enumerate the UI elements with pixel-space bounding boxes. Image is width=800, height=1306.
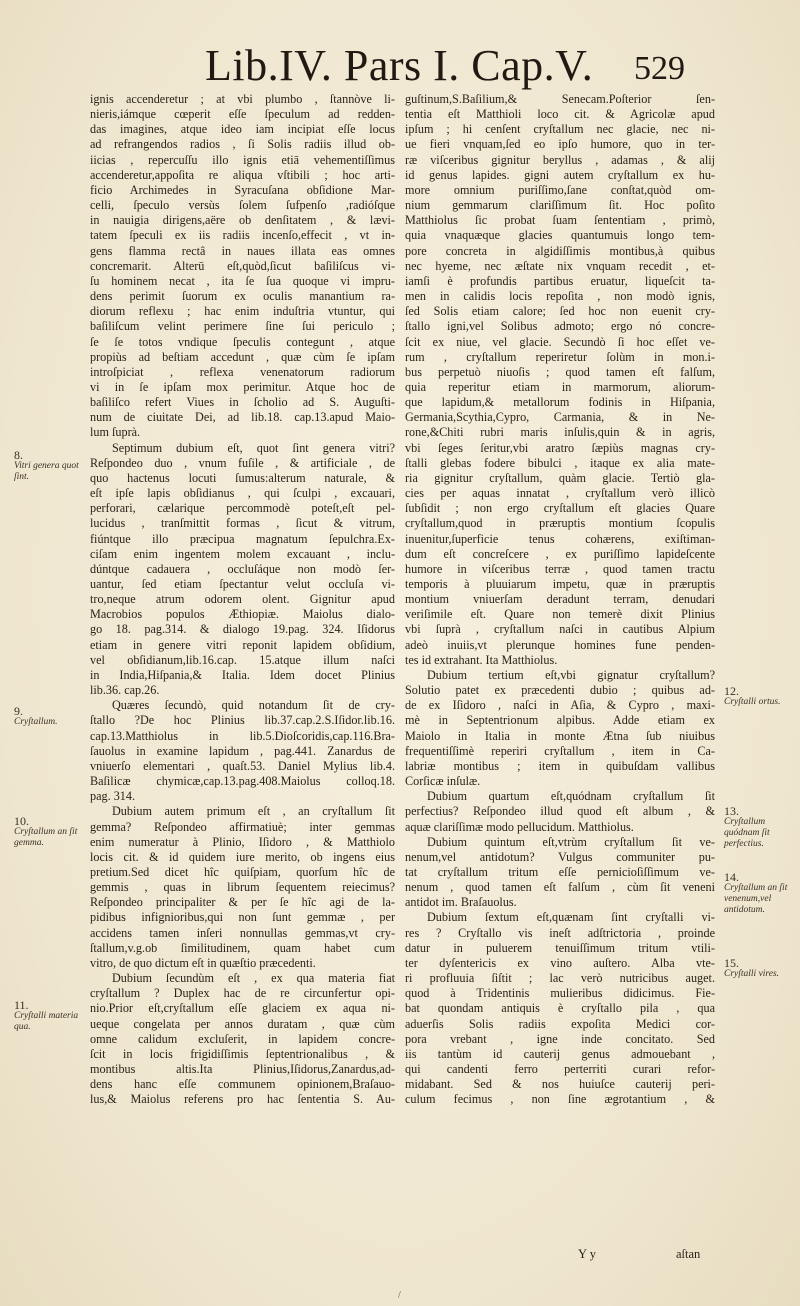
text-line: res ? Cryſtallo vis ineſt adſtrictoria , proinde [405,925,715,940]
margin-note-15 [724,958,790,980]
text-line: Dubium autem primum eſt , an cryſtallum ſit [112,804,395,819]
text-line: baſiliſcum velint perimere ſine ſui periculo ; [90,319,395,334]
text-line: ſed Solis etiam calore; ſed hoc non euenit cry- [405,304,715,319]
text-line: in India,Hiſpania,& Italia. Idem docet Plinius [90,667,395,682]
text-line: ri profluuia ſiſtit ; lac verò nutricibus auget. [405,971,715,986]
text-line: nium gemmarum clariſſimum ſit. Hoc poſito [405,198,715,213]
text-line: vitro, de quo dictum eſt in quæſtio præcedenti. [90,955,316,970]
text-line: Quæres ſecundò, quid notandum ſit de cry- [112,698,395,713]
text-line: ſtalli glebas fodere bibulci , itaque ex alia mate- [405,455,715,470]
text-line: ter dyſentericis ex vino auſtero. Alba vte- [405,955,715,970]
margin-note-11 [14,1000,80,1033]
text-line: Germania,Scythia,Cypro, Carmania, & in Ne- [405,410,715,425]
text-line: ipſum ; hi cenſent cryſtallum nec glacie, nec ni- [405,122,715,137]
text-line: more omnium puriſſimo,ſane conſtat,quòd om- [405,182,715,197]
text-line: Dubium ſextum eſt,quænam ſint cryſtalli vi- [427,910,715,925]
text-line: cap.13.Matthiolus in lib.5.Dioſcoridis,cap.116.Bra- [90,728,395,743]
text-line: veriſimile eſt. Quare non temerè dixit Plinius [405,607,715,622]
text-line: montibus altis.Ita Plinius,Iſidorus,Zanardus,ad- [90,1062,395,1076]
text-line: eſt ipſe lapis obſidianus , qui ſculpi , excauari, [90,486,395,501]
margin-note-14 [724,872,790,916]
page-title: Lib.IV. Pars I. Cap.V. [205,41,594,90]
text-line: montium vniuerſam deradunt terram, denudari [405,592,715,607]
text-line: concremarit. Alterū eſt,quòd,ſicut baſiliſcus vi- [90,258,395,273]
text-line: omne calidum excluſerit, in lapidem concre- [90,1031,395,1046]
text-line: Matthiolus ſic probat ſuam ſententiam , primò, [405,213,715,228]
text-line: ſtallum,v.g.ob ſimilitudinem, quam habet cum [90,940,395,955]
text-line: etiam in genere vitri reponit lapidem obſidium, [90,637,395,652]
text-line: Macrobios populos Æthiopiæ. Maiolus dialo- [90,607,395,622]
text-line: labriæ montibus ; item in quibuſdam vallibus [405,758,715,773]
margin-note-text: Cryſtalli vires. [724,969,780,979]
text-line: tat cryſtallum tritum eſſe pernicioſiſſimum ve- [405,864,715,879]
text-line: in nauigia dirigens,aëre ob denſitatem , & lævi- [90,213,395,228]
text-line: men in calidis locis repoſita , non modò ignis, [405,289,715,304]
margin-note-text: Cryſtallum quódnam ſit perfectius. [724,817,770,849]
text-line: uantur, ſed etiam ſpectantur velut occluſa vi- [90,577,395,591]
left-text-column [90,92,395,1107]
text-line: aduerſis Solis radiis expoſita Medici cor- [405,1016,715,1031]
text-line: go 18. pag.314. & dialogo 19.pag. 324. Iſidorus [90,622,395,637]
text-line: Maiolo in Italia in monte Ætna ſub niuibus [405,728,715,743]
margin-note-number: 15. [724,956,739,970]
text-line: vel obſidianum,lib.16.cap. 15.atque illum naſci [90,652,395,667]
text-line: enim numeratur à Plinio, Iſidoro , & Matthiolo [90,834,395,849]
margin-note-number: 10. [14,814,29,828]
text-line: que lapidum,& metallorum fodinis in Hiſpania, [405,395,715,410]
margin-note-text: Cryſtalli ortus. [724,697,781,707]
text-line: accenderetur,appoſita re aliqua vſtibili ; hoc arti- [90,167,395,182]
margin-note-number: 12. [724,684,739,698]
text-line: baſiliſco refert Viues in ſcholio ad S. Auguſti- [90,395,395,410]
text-line: ria gignitur cryſtallum, quàm glacie. Tertiò gla- [405,470,715,485]
text-line: cryſtallum,quod in præruptis montium ſcopulis [405,516,715,531]
text-line: quia vnaquæque glacies quantumuis longo tem- [405,228,715,243]
text-line: locis cit. & id quidem iure merito, ob ingens eius [90,849,395,864]
text-line: celli, ſpeculo versùs ſolem ſufpenſo ,radióſque [90,198,395,213]
margin-note-text: Cryſtalli materia qua. [14,1011,79,1032]
text-line: tro,neque atrum odorem olent. Gignitur apud [90,592,395,607]
text-line: dúntque cadauera , occluſáque non modò ſer- [90,561,395,576]
text-line: quia reperitur etiam in marmorum, aliorum- [405,379,715,394]
text-line: iis tantùm id cauterij genus admouebant , [405,1046,715,1061]
text-line: bus perpetuò niuoſis ; quod tamen eſt falſum, [405,364,715,379]
text-line: Reſpondeo duo , vnum fuſile , & artificiale , de [90,455,395,470]
text-line: humore in viſceribus terræ , quod tamen tractu [405,561,715,576]
text-line: gemma? Reſpondeo affirmatiuè; inter gemmas [90,819,395,834]
text-line: perfectius? Reſpondeo illud quod eſt album , & [405,804,715,819]
text-line: adeò inuiis,vt plerunque homines fune penden- [405,637,715,652]
text-line: introſpiciat , reflexa venenatorum radiorum [90,364,395,379]
text-line: Dubium quartum eſt,quódnam cryſtallum ſit [427,789,715,804]
text-line: dens hanc eſſe communem opinionem,Braſauo- [90,1077,395,1092]
text-line: lum ſuprà. [90,425,141,440]
text-line: nio.Prior eſt,cryſtallum eſſe glaciem ex aqua ni- [90,1001,395,1016]
running-header [185,40,685,100]
text-line: pidibus infignioribus,qui non ſunt gemmæ , per [90,910,395,925]
text-line: ciſam enim ingentem molem excauant , inclu- [90,546,395,561]
text-line: quod à Tridentinis mulieribus didicimus. Fie- [405,986,715,1001]
text-line: lus,& Maiolus referens pro hac ſententia S. Au- [90,1092,395,1107]
text-line: gemmis , quas in librum ſequentem reiecimus? [90,880,395,895]
text-line: ſcit in locis frigidiſſimis ſeptentrionalibus , & [90,1046,395,1061]
text-line: pora vrebant , igne inde concitato. Sed [405,1031,715,1046]
text-line: perforari, cælarique percommodè poteſt,eſt pel- [90,501,395,516]
text-line: ficio Archimedes in Syracuſana obſidione Mar- [90,182,395,197]
text-line: propiùs ad beſtiam accedunt , quæ cùm ſe ipſam [90,349,395,364]
text-line: cryſtallum ? Duplex hac de re circunfertur opi- [90,986,395,1001]
page-speck: / [398,1290,401,1301]
margin-note-number: 14. [724,870,739,884]
text-line: ræ viſceribus gignitur beryllus , adamas , & alij [405,152,715,167]
text-line: Solutio patet ex præcedenti dubio ; quibus ad- [405,683,715,698]
text-line: tentia eſt Matthioli loco cit. & Agricolæ apud [405,107,715,122]
text-line: midabant. Sed & nos huiuſce cauterij peri- [405,1077,715,1092]
text-line: tatem ſpeculi ex iis radiis incenſo,effecit , vt in- [90,228,395,243]
text-line: diorum reflexu ; hac enim induſtria vtuntur, qui [90,304,395,319]
margin-note-8 [14,450,80,483]
text-line: ue fieri vnquam,ſed eo ipſo humore, quo in ter- [405,137,715,152]
text-line: inuenitur,ſuperficie tenus cohærens, exiſtiman- [405,531,715,546]
text-line: iamſi è profundis partibus eruatur, liqueſcit ta- [405,273,715,288]
text-line: fiúntque illo præcipua magnatum ſepulchra.Ex- [90,531,395,546]
text-line: ſtallo igni,vel Solibus admoto; ergo nó concre- [405,319,715,334]
text-line: bat quondam antiquis è cryſtallo pila , qua [405,1001,715,1016]
text-line: qui candenti ferro perterriti curari refor- [405,1062,715,1076]
text-line: accidens tamen inſeri nonnullas gemmas,vt cry- [90,925,395,940]
text-line: ſe ſe totos vndique ſpeculis contegunt , atque [90,334,395,349]
text-line: Corſicæ inſulæ. [405,774,481,789]
margin-note-number: 9. [14,704,23,718]
text-line: nenum , quod tamen eſt falſum , cùm ſit veneni [405,880,715,895]
text-line: dum eſt concreſcere , ex puriſſimo lapideſcente [405,546,715,561]
margin-note-10 [14,816,80,849]
text-line: iicias , repercuſſu illo ignis etiā vehementiſſimus [90,152,395,167]
text-line: temporis à pluuiarum impetu, quæ in præruptis [405,577,715,591]
text-line: de ex Iſidoro , naſci in Aſia, & Cypro , maxi- [405,698,715,713]
text-line: Dubium ſecundùm eſt , ex qua materia fiat [112,971,395,986]
text-line: pretium.Sed dicet hîc quiſpiam, quorſum hîc de [90,864,395,879]
text-line: rum , cryſtallum reperiretur ſolùm in mon.i- [405,349,715,364]
text-line: dens perimit ſuorum ex oculis manantium ra- [90,289,395,304]
text-line: cies per aquas innatat , cryſtallum verò illicò [405,486,715,501]
text-line: culum fecimus , non ſine ægrotantium , & [405,1092,715,1107]
margin-note-number: 11. [14,998,29,1012]
margin-note-number: 8. [14,448,23,462]
text-line: num de ciuitate Dei, ad lib.18. cap.13.apud Maio- [90,410,395,425]
text-line: lib.36. cap.26. [90,683,160,698]
text-line: ad refrangendos radios , ſi Solis radiis illud ob- [90,137,395,152]
signature-mark: Y y [578,1247,596,1261]
margin-note-12 [724,686,790,708]
text-line: vi in ſe ipſam mox perimitur. Atque hoc de [90,379,395,394]
text-line: mè in Septentrionum alpibus. Adde etiam ex [405,713,715,728]
text-line: gens flamma rectâ in naues illata eas omnes [90,243,395,258]
text-line: das imagines, atque ideo iam incipiat eſſe locus [90,122,395,137]
text-line: ſu hominem necat , ita ſe ſua quoque vi impru- [90,273,395,288]
text-line: quo hactenus locuti ſumus:alterum naturale, & [90,470,395,485]
margin-note-number: 13. [724,804,739,818]
text-line: pag. 314. [90,789,136,804]
text-line: ueque congelata per annos duratam , quæ cùm [90,1016,395,1031]
text-line: ſubſidit ; non ergo cryſtallum eſt glacies Quare [405,501,715,516]
text-line: rone,&Chiti rubri maris inſulis,quin & in agris, [405,425,715,440]
text-line: Dubium tertium eſt,vbi gignatur cryſtallum? [427,667,715,682]
text-line: frequentiſſimè reperiri cryſtallum , item in Ca- [405,743,715,758]
text-line: aquæ clariſſimæ modo pellucidum. Matthiolus. [405,819,634,834]
text-line: ſcit ex niue, vel glacie. Secundò ſi hoc eſſet ve- [405,334,715,349]
text-line: vbi ſeges ſeritur,vbi aratro ſæpiùs magnas cry- [405,440,715,455]
text-line: id genus lapides. gigni autem cryſtallum ex hu- [405,167,715,182]
text-line: nenum,vel antidotum? Vulgus communiter pu- [405,849,715,864]
text-line: datur in puluerem tenuiſſimum tritum vtili- [405,940,715,955]
text-line: ſtallo ?De hoc Plinius lib.37.cap.2.S.Iſidor.lib.16. [90,713,395,728]
margin-note-text: Cryſtallum an ſit venenum,vel antidotum. [724,883,788,915]
text-line: lucidus , tranſmittit formas , ſicut & vitrum, [90,516,395,531]
text-line: ignis accenderetur ; at vbi plumbo , ſtannòve li- [90,92,395,106]
text-line: Septimum dubium eſt, quot ſint genera vitri? [112,440,395,455]
text-line: ſauolus in examine lapidum , pag.441. Zanardus de [90,743,395,758]
text-line: Dubium quintum eſt,vtrùm cryſtallum ſit ve- [427,834,715,849]
page-number: 529 [634,50,685,87]
margin-note-13 [724,806,790,850]
text-line: tes id extrahant. Ita Matthiolus. [405,652,558,667]
margin-note-text: Vitri genera quot ſint. [14,461,79,482]
text-line: vbi ſuprà , cryſtallum naſci in cautibus Alpium [405,622,715,637]
text-line: nieris,iámque cœperit eſſe ſpeculum ad redden- [90,107,395,122]
text-line: antidot im. Braſauolus. [405,895,517,910]
text-line: Reſpondeo principaliter & per ſe hîc agi de la- [90,895,395,910]
text-line: Baſilicæ chymicæ,cap.13.pag.408.Maiolus colloq.18. [90,774,395,789]
margin-note-text: Cryſtallum. [14,717,58,727]
margin-note-text: Cryſtallum an ſit gemma. [14,827,78,848]
right-text-column [405,92,715,1107]
catchword: aſtan [676,1247,701,1261]
text-line: nec hyeme, nec æſtate nix vnquam recedit , et- [405,258,715,273]
text-line: guſtinum,S.Baſilium,& Senecam.Poſterior ſen- [405,92,715,106]
text-line: pore concreta in algidiſſimis montibus,à quibus [405,243,715,258]
margin-note-9 [14,706,80,728]
text-line: vniuerſo elementari , quaſt.53. Daniel Mylius lib.4. [90,758,395,773]
